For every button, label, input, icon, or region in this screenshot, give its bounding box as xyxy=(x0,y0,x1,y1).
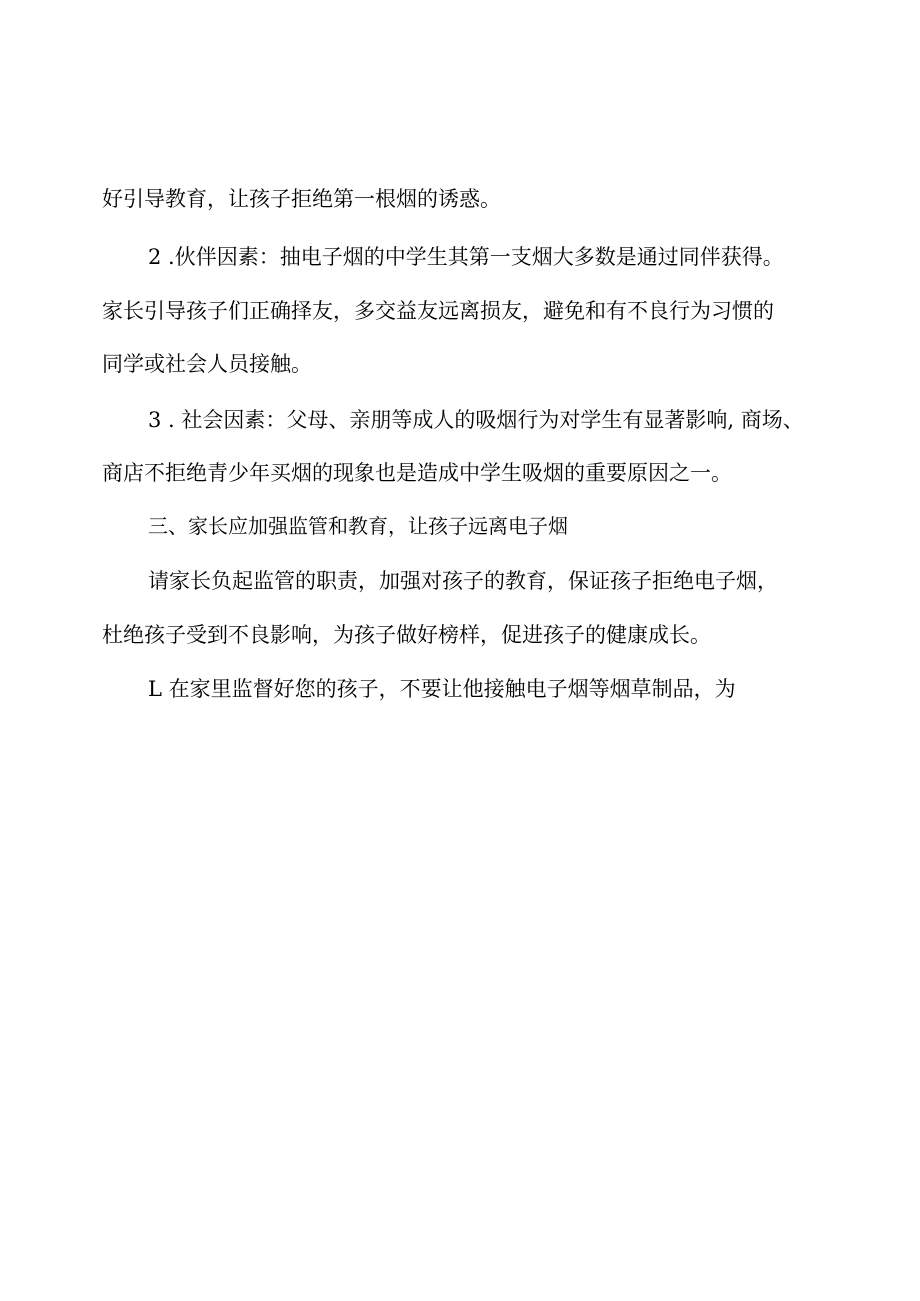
text-line: L 在家里监督好您的孩子，不要让他接触电子烟等烟草制品，为 xyxy=(148,677,736,701)
text-line: 好引导教育，让孩子拒绝第一根烟的诱惑。 xyxy=(102,187,501,211)
text-line: 家长引导孩子们正确择友，多交益友远离损友，避免和有不良行为习惯的 xyxy=(102,299,774,323)
text-line: 2 .伙伴因素：抽电子烟的中学生其第一支烟大多数是通过同伴获得。 xyxy=(148,245,784,269)
text-line: 商店不拒绝青少年买烟的现象也是造成中学生吸烟的重要原因之一。 xyxy=(102,461,732,485)
text-line: 请家长负起监管的职责，加强对孩子的教育，保证孩子拒绝电子烟， xyxy=(148,569,778,593)
text-line: 3 . 社会因素：父母、亲朋等成人的吸烟行为对学生有显著影响, 商场、 xyxy=(148,408,804,432)
text-line: 同学或社会人员接触。 xyxy=(102,352,312,376)
section-heading: 三、家长应加强监管和教育，让孩子远离电子烟 xyxy=(148,514,568,538)
text-line: 杜绝孩子受到不良影响，为孩子做好榜样，促进孩子的健康成长。 xyxy=(102,623,711,647)
